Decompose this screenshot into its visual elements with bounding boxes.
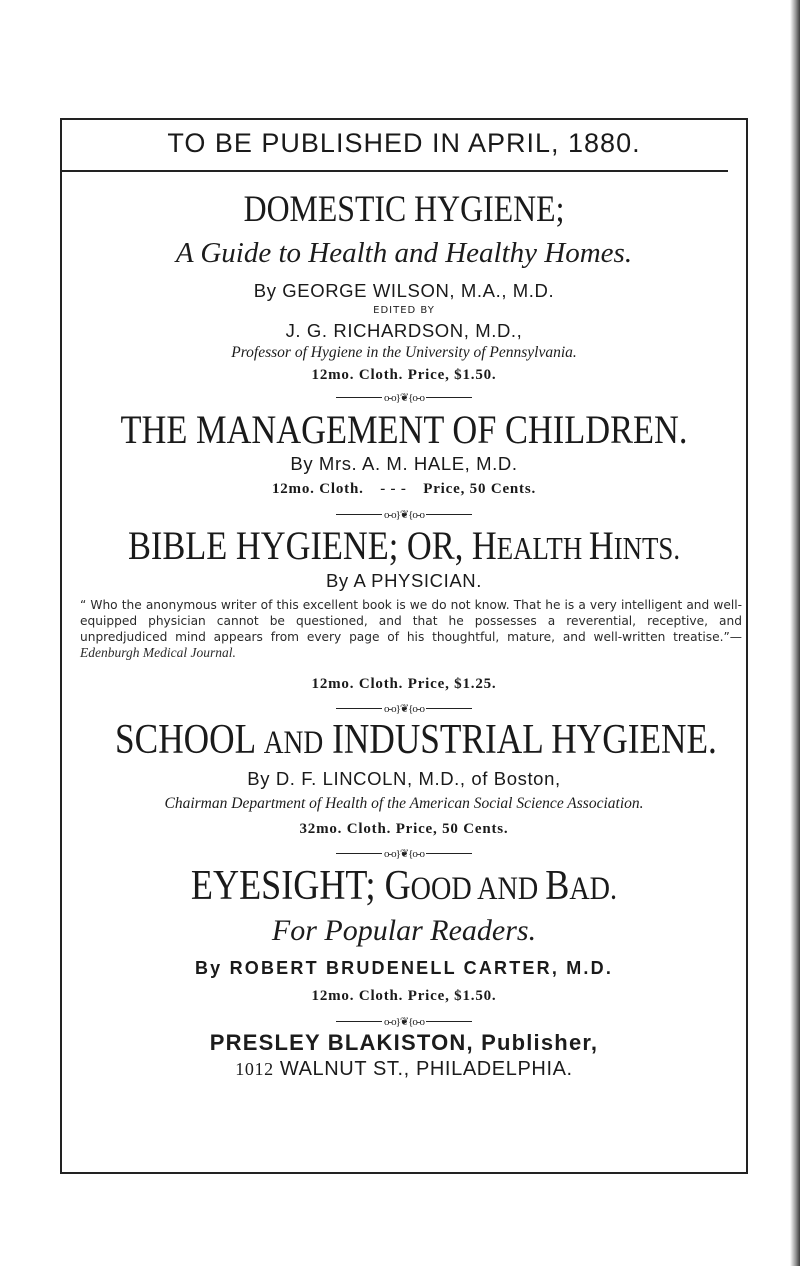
- book-price-bible-hygiene: 12mo. Cloth. Price, $1.25.: [311, 676, 497, 692]
- book-price-eyesight: 12mo. Cloth. Price, $1.50.: [311, 988, 497, 1004]
- author-title-lincoln: Chairman Department of Health of the American Social Science Association.: [164, 795, 644, 812]
- book-subtitle-eyesight: For Popular Readers.: [271, 914, 537, 947]
- title-part: INDUSTRIAL HYGIENE.: [323, 717, 717, 763]
- book-title-school-hygiene: [115, 716, 717, 764]
- format-label: 12mo. Cloth.: [271, 481, 364, 497]
- review-source: Edenburgh Medical Journal.: [80, 645, 236, 660]
- address-number: 1012: [235, 1059, 274, 1079]
- book-price-domestic-hygiene: 12mo. Cloth. Price, $1.50.: [311, 367, 497, 383]
- ornament-divider: o-o}❦{o-o: [60, 508, 748, 520]
- title-part: H: [588, 523, 614, 568]
- editor-title: Professor of Hygiene in the University of Pennsylvania.: [231, 344, 577, 361]
- title-part: B: [545, 863, 570, 909]
- title-part: EYESIGHT; G: [190, 863, 411, 909]
- publisher-address: [60, 1058, 748, 1081]
- page-edge-shadow: [790, 0, 800, 1266]
- publisher-name: PRESLEY BLAKISTON, Publisher,: [209, 1030, 599, 1055]
- book-price-management-children: [60, 481, 748, 498]
- book-subtitle-domestic-hygiene: A Guide to Health and Healthy Homes.: [175, 237, 633, 269]
- edited-by-label: EDITED BY: [373, 305, 435, 316]
- book-author-wilson: By GEORGE WILSON, M.A., M.D.: [253, 280, 555, 301]
- price-dashes: - - -: [380, 481, 407, 497]
- review-text: “ Who the anonymous writer of this excellent book is we do not know. That he is a very intelligent and well-equipped physician cannot be questioned, and that he possesses a reverential, receptive, and unpredjudiced mind appears from every page of his thoughtful, mature, and well-written treatise.”—: [80, 598, 742, 644]
- title-part: OOD AND: [410, 871, 546, 907]
- header-title: TO BE PUBLISHED IN APRIL, 1880.: [167, 128, 641, 158]
- book-price-school-hygiene: 32mo. Cloth. Price, 50 Cents.: [299, 821, 509, 837]
- book-author-carter: By ROBERT BRUDENELL CARTER, M.D.: [194, 958, 614, 978]
- title-part: AD.: [569, 871, 618, 907]
- book-author-lincoln: By D. F. LINCOLN, M.D., of Boston,: [247, 768, 561, 789]
- title-part: EALTH: [496, 531, 589, 566]
- ornament-divider: o-o}❦{o-o: [60, 702, 748, 714]
- book-title-eyesight: [108, 862, 700, 910]
- ornament-divider: o-o}❦{o-o: [60, 391, 748, 403]
- ornament-divider: o-o}❦{o-o: [60, 1015, 748, 1027]
- review-quote: [80, 597, 742, 661]
- book-title-management-children: THE MANAGEMENT OF CHILDREN.: [120, 407, 688, 452]
- book-title-bible-hygiene: [108, 522, 700, 569]
- book-title-domestic-hygiene: DOMESTIC HYGIENE;: [243, 189, 565, 230]
- book-author-physician: By A PHYSICIAN.: [325, 570, 483, 591]
- book-editor-richardson: J. G. RICHARDSON, M.D.,: [285, 320, 523, 341]
- ornament-divider: o-o}❦{o-o: [60, 847, 748, 859]
- title-part: AND: [263, 725, 324, 761]
- address-street: WALNUT ST., PHILADELPHIA.: [273, 1058, 573, 1080]
- title-part: SCHOOL: [115, 717, 264, 763]
- title-part: BIBLE HYGIENE; OR, H: [127, 523, 497, 568]
- title-part: INTS.: [613, 531, 681, 566]
- header-rule: [60, 170, 728, 172]
- price-label: Price, 50 Cents.: [423, 481, 537, 497]
- book-author-hale: By Mrs. A. M. HALE, M.D.: [290, 453, 518, 474]
